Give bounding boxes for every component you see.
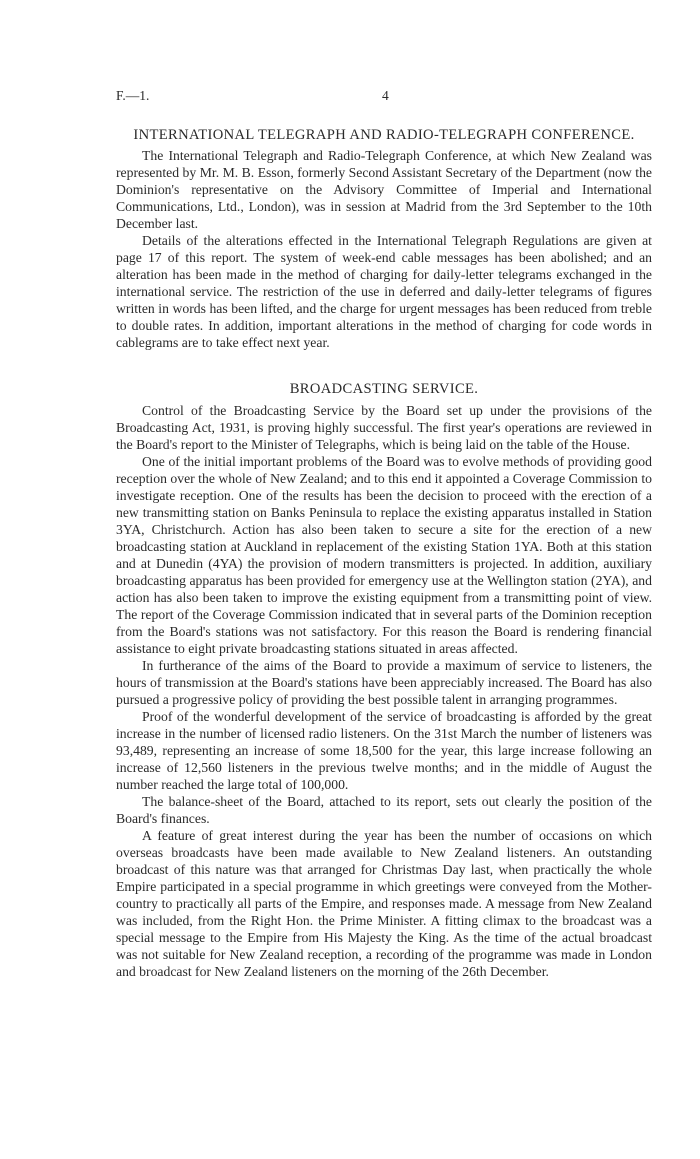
paragraph: A feature of great interest during the year has been the number of occasions on which overseas broadcasts have been made available to New Zealand listeners. An outstanding broadcast of this nature was that arranged for Christmas Day last, when practically the whole Empire participated in a special programme in which greetings were conveyed from the Mother-country to practically all parts of the Empire, and responses made. A message from New Zealand was included, from the Right Hon. the Prime Minister. A fitting climax to the broadcast was a special message to the Empire from His Majesty the King. As the time of the actual broadcast was not suitable for New Zealand reception, a recording of the programme was made in London and broadcast for New Zealand listeners on the morning of the 26th December. (116, 828, 652, 979)
paragraph: Control of the Broadcasting Service by the Board set up under the provisions of the Broadcasting Act, 1931, is proving highly successful. The first year's operations are reviewed in the Board's report to the Minister of Telegraphs, which is being laid on the table of the House. (116, 403, 652, 452)
section-heading: INTERNATIONAL TELEGRAPH AND RADIO-TELEGRAPH CONFERENCE. (133, 127, 635, 143)
running-header (116, 88, 652, 110)
paragraph: In furtherance of the aims of the Board to provide a maximum of service to listeners, the hours of transmission at the Board's stations have been appreciably increased. The Board has also pursued a progressive policy of providing the best possible talent in arranging programmes. (116, 658, 652, 707)
paragraph: Proof of the wonderful development of the service of broadcasting is afforded by the great increase in the number of licensed radio listeners. On the 31st March the number of listeners was 93,489, representing an increase of some 18,500 for the year, this large increase following an increase of 12,560 listeners in the previous twelve months; and in the middle of August the number reached the large total of 100,000. (116, 709, 652, 792)
paragraph: Details of the alterations effected in the International Telegraph Regulations are given at page 17 of this report. The system of week-end cable messages has been abolished; and an alteration has been made in the method of charging for daily-letter telegrams exchanged in the international service. The restriction of the use in deferred and daily-letter telegrams of figures written in words has been lifted, and the charge for urgent messages has been reduced from treble to double rates. In addition, important alterations in the method of charging for code words in cablegrams are to take effect next year. (116, 233, 652, 350)
section-heading: BROADCASTING SERVICE. (289, 381, 479, 397)
paragraph: The International Telegraph and Radio-Telegraph Conference, at which New Zealand was represented by Mr. M. B. Esson, formerly Second Assistant Secretary of the Department (now the Dominion's representative on the Advisory Committee of Imperial and International Communications, Ltd., London), was in session at Madrid from the 3rd September to the 10th December last. (116, 148, 652, 231)
paragraph: The balance-sheet of the Board, attached to its report, sets out clearly the position of the Board's finances. (116, 794, 652, 826)
document-page (116, 88, 652, 980)
section-telegraph-conference (116, 127, 652, 351)
paper-reference: F.—1. (116, 88, 150, 103)
page-number: 4 (382, 88, 389, 103)
section-broadcasting-service (116, 381, 652, 980)
paragraph: One of the initial important problems of the Board was to evolve methods of providing good reception over the whole of New Zealand; and to this end it appointed a Coverage Commission to investigate reception. One of the results has been the decision to proceed with the erection of a new transmitting station on Banks Peninsula to replace the existing apparatus installed in Station 3YA, Christchurch. Action has also been taken to secure a site for the erection of a new broadcasting station at Auckland in replacement of the existing Station 1YA. Both at this station and at Dunedin (4YA) the provision of modern transmitters is projected. In addition, auxiliary broadcasting apparatus has been provided for emergency use at the Wellington station (2YA), and action has also been taken to improve the existing equipment from a transmitting point of view. The report of the Coverage Commission indicated that in several parts of the Dominion reception from the Board's stations was not satisfactory. For this reason the Board is rendering financial assistance to eight private broadcasting stations situated in areas affected. (116, 454, 652, 656)
